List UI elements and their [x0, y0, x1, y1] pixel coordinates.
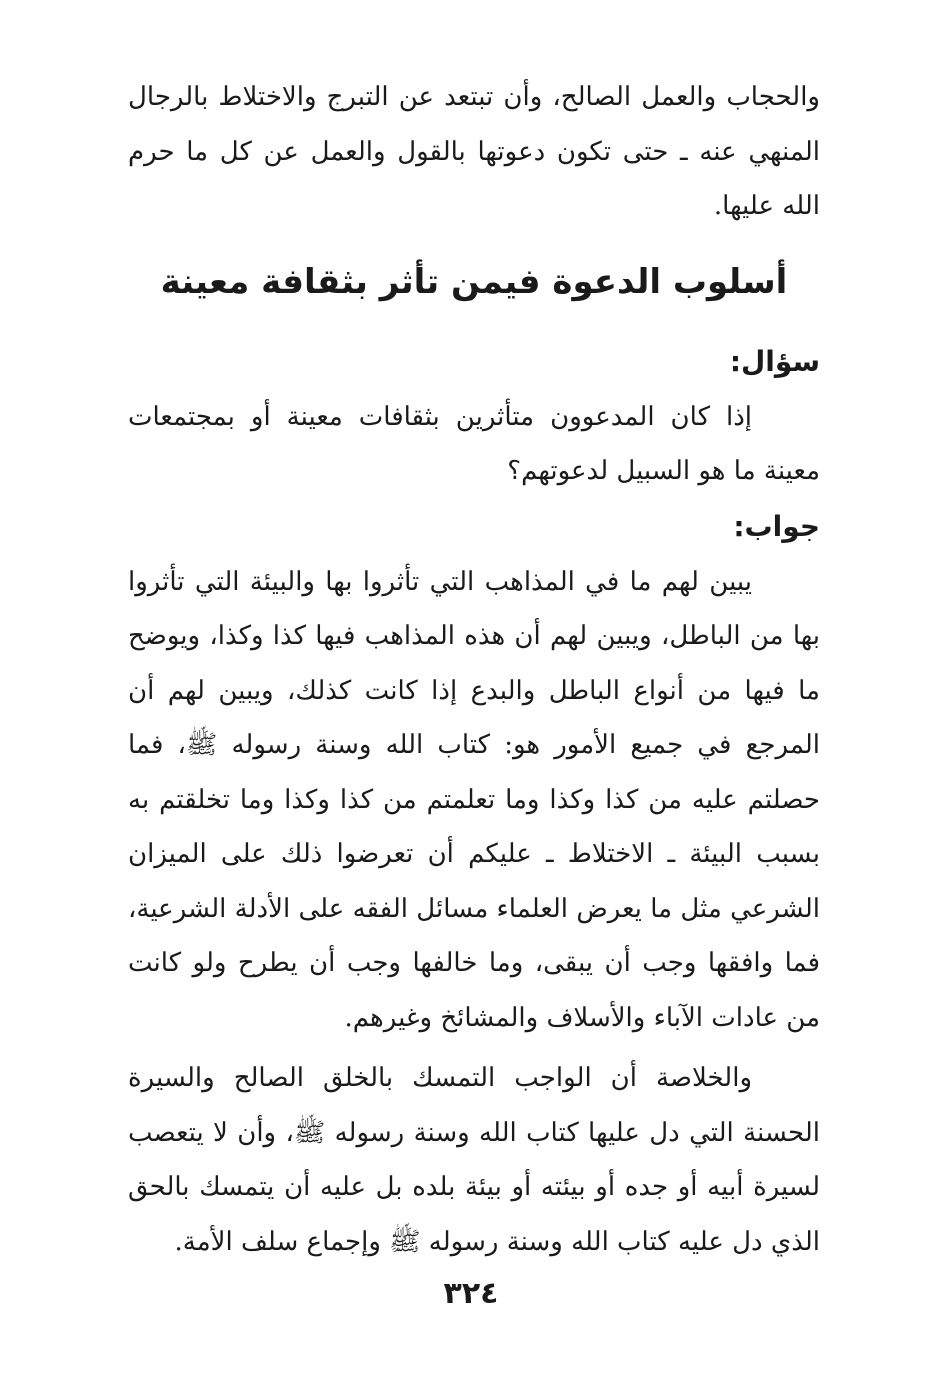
answer-paragraph-1: يبين لهم ما في المذاهب التي تأثروا بها والبيئة التي تأثروا بها من الباطل، ويبين لهم أن هذه المذاهب فيها كذا وكذا، ويوضح ما فيها من أنواع الباطل والبدع إذا كانت كذلك، ويبين لهم أن المرجع في جميع الأمور هو: كتاب الله وسنة رسوله ﷺ، فما حصلتم عليه من كذا وكذا وما تعلمتم من كذا وكذا وما تخلقتم به بسبب البيئة ـ الاختلاط ـ عليكم أن تعرضوا ذلك على الميزان الشرعي مثل ما يعرض العلماء مسائل الفقه على الأدلة الشرعية، فما وافقها وجب أن يبقى، وما خالفها وجب أن يطرح ولو كانت من عادات الآباء والأسلاف والمشائخ وغيرهم. [128, 566, 820, 1033]
question-text: إذا كان المدعوون متأثرين بثقافات معينة أو بمجتمعات معينة ما هو السبيل لدعوتهم؟ [128, 401, 820, 486]
question-label: سؤال: [729, 344, 820, 378]
answer-paragraph-2: والخلاصة أن الواجب التمسك بالخلق الصالح والسيرة الحسنة التي دل عليها كتاب الله وسنة رسوله ﷺ، وأن لا يتعصب لسيرة أبيه أو جده أو بيئته أو بيئة بلده بل عليه أن يتمسك بالحق الذي دل عليه كتاب الله وسنة رسوله ﷺ وإجماع سلف الأمة. [128, 1063, 820, 1257]
section-heading: أسلوب الدعوة فيمن تأثر بثقافة معينة [160, 261, 788, 302]
page-number: ٣٢٤ [443, 1276, 499, 1311]
page-body [128, 70, 820, 1269]
intro-paragraph: والحجاب والعمل الصالح، وأن تبتعد عن التبرج والاختلاط بالرجال المنهي عنه ـ حتى تكون دعوتها بالقول والعمل عن كل ما حرم الله عليها. [128, 82, 820, 221]
answer-label: جواب: [733, 509, 820, 543]
